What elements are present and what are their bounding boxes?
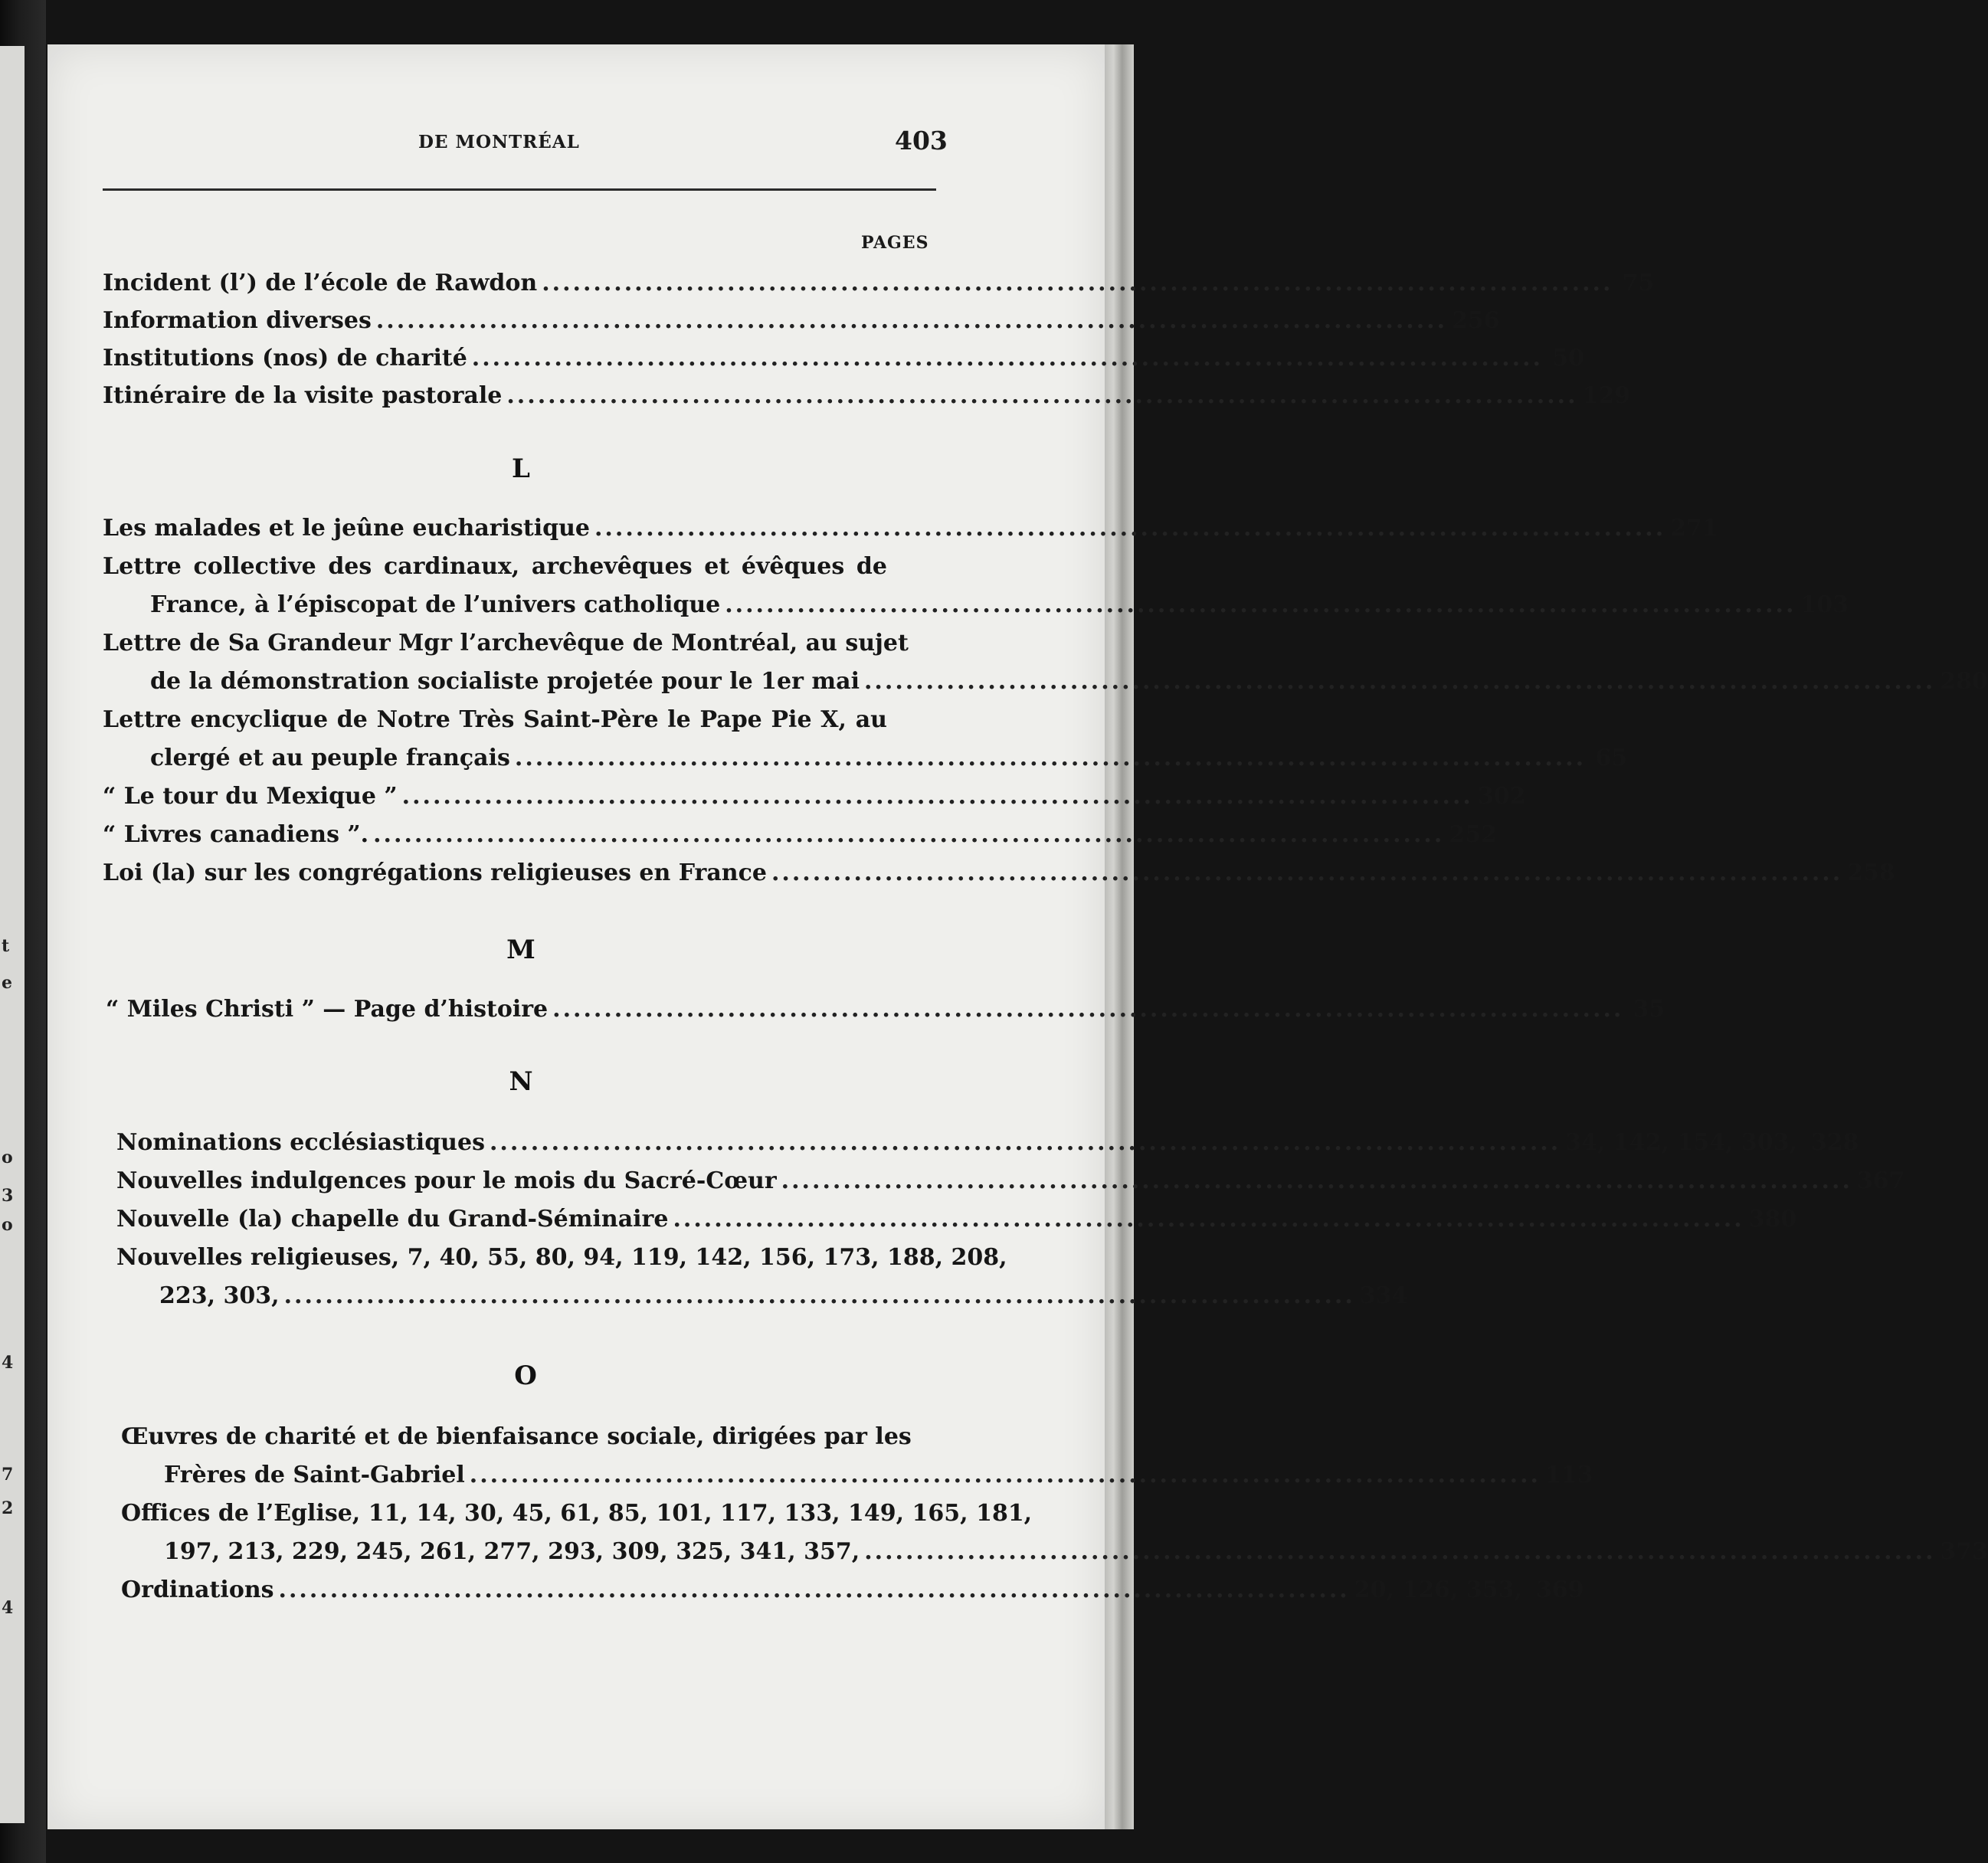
pages-column-label: PAGES: [861, 233, 929, 253]
entry-page: 373: [1940, 1538, 1988, 1565]
entry-title: Loi (la) sur les congrégations religieuses en France: [103, 859, 767, 886]
index-entry-continuation: [150, 668, 1988, 703]
previous-page-edge: [0, 46, 25, 1823]
entry-title: Information diverses: [103, 307, 372, 334]
dot-leader: ........................................................................................................: [469, 1462, 1541, 1488]
dot-leader: ........................................................................................................: [283, 1282, 1355, 1309]
entry-page: 252: [1449, 821, 1497, 848]
dot-leader: ........................................................................................................: [781, 1167, 1852, 1194]
dot-leader: ........................................................................................................: [771, 859, 1843, 886]
dot-leader: ........................................................................................................: [401, 783, 1473, 810]
entry-page: 334: [1359, 1282, 1408, 1309]
dot-leader: ........................................................................................................: [489, 1129, 1561, 1156]
index-entry: [103, 706, 887, 742]
entry-title: Œuvres de charité et de bienfaisance sociale, dirigées par les: [121, 1423, 912, 1450]
index-entry: [103, 859, 1895, 895]
margin-mark: o: [2, 1148, 13, 1167]
dot-leader: ........................................................................................................: [594, 515, 1666, 542]
running-head: DE MONTRÉAL: [418, 132, 580, 152]
dot-leader: ........................................................................................................: [673, 1206, 1744, 1233]
margin-mark: 4: [2, 1598, 14, 1618]
entry-title: clergé et au peuple français: [150, 745, 510, 771]
section-letter-l: L: [512, 453, 530, 484]
entry-page: 258: [1847, 859, 1895, 886]
margin-mark: 3: [2, 1186, 14, 1206]
margin-mark: 2: [2, 1498, 14, 1518]
index-entry: [103, 307, 1500, 342]
margin-mark: 7: [2, 1465, 14, 1485]
entry-page-list: 20, 126, 353,: [1354, 1577, 1522, 1603]
entry-page-list: 34, 142, 154, 303,: [1565, 1129, 1797, 1156]
entry-title: 223, 303,: [159, 1282, 280, 1309]
section-letter-n: N: [509, 1066, 533, 1097]
entry-page: 256: [1452, 307, 1500, 334]
entry-title: Lettre collective des cardinaux, archevêques et évêques de: [103, 553, 887, 580]
entry-title: de la démonstration socialiste projetée pour le 1er mai: [150, 668, 860, 695]
index-entry: [103, 270, 1655, 305]
dot-leader: ........................................................................................................: [506, 382, 1578, 409]
entry-title: Lettre encyclique de Notre Très Saint-Père le Pape Pie X, au: [103, 706, 887, 733]
dot-leader: ........................................................................................................: [375, 307, 1448, 334]
dot-leader: ........................................................................................................: [864, 1538, 1936, 1565]
index-entry: [103, 515, 1718, 550]
entry-page: 369: [1535, 1577, 1584, 1603]
entry-title: Nouvelles indulgences pour le mois du Sacré-Cœur: [116, 1167, 777, 1194]
dot-leader: ........................................................................................................: [278, 1577, 1350, 1603]
index-entry: [116, 1129, 1859, 1164]
entry-title: Itinéraire de la visite pastorale: [103, 382, 503, 409]
section-letter-o: O: [514, 1360, 537, 1391]
entry-page: 75: [1622, 270, 1655, 296]
entry-title: Nouvelle (la) chapelle du Grand-Séminaire: [116, 1206, 669, 1233]
entry-page: 302: [1477, 783, 1526, 810]
entry-title: Nominations ecclésiastiques: [116, 1129, 485, 1156]
index-entry: [103, 553, 887, 588]
index-entry: [103, 821, 1497, 856]
entry-title: Frères de Saint-Gabriel: [164, 1462, 465, 1488]
entry-title: Les malades et le jeûne eucharistique: [103, 515, 590, 542]
entry-page: 129: [1582, 382, 1631, 409]
dot-leader: ........................................................................................................: [373, 821, 1445, 848]
entry-page: 65: [1595, 745, 1628, 771]
section-letter-m: M: [506, 935, 535, 965]
entry-title: “ Miles Christi ” — Page d’histoire: [106, 996, 549, 1023]
entry-title: France, à l’épiscopat de l’univers catholique: [150, 591, 721, 618]
index-entry: [116, 1167, 1905, 1203]
index-entry: [103, 382, 1631, 417]
dot-leader: ........................................................................................................: [514, 745, 1587, 771]
index-entry: [121, 1577, 1584, 1612]
entry-title: 197, 213, 229, 245, 261, 277, 293, 309, 325, 341, 357,: [164, 1538, 860, 1565]
entry-page: 103: [1800, 591, 1849, 618]
entry-title: Offices de l’Eglise, 11, 14, 30, 45, 61, 85, 101, 117, 133, 149, 165, 181,: [121, 1500, 1033, 1527]
dot-leader: ........................................................................................................: [552, 996, 1624, 1023]
dot-leader: ........................................................................................................: [863, 668, 1936, 695]
entry-page: 328: [1810, 1129, 1859, 1156]
entry-title: Lettre de Sa Grandeur Mgr l’archevêque de Montréal, au sujet: [103, 630, 909, 656]
index-entry: [103, 783, 1526, 818]
index-entry-continuation: [150, 745, 1628, 780]
dot-leader: ........................................................................................................: [542, 270, 1613, 296]
entry-page: 367: [1856, 1167, 1905, 1194]
entry-title: Ordinations: [121, 1577, 274, 1603]
index-entry: [116, 1244, 1007, 1279]
index-entry: [103, 630, 909, 665]
index-entry-continuation: [150, 591, 1849, 627]
margin-mark: e: [2, 973, 12, 993]
index-entry: [116, 1206, 1797, 1241]
margin-mark: t: [2, 936, 10, 956]
index-entry: [106, 996, 1665, 1031]
index-entry: [121, 1500, 1033, 1535]
index-entry: [121, 1423, 912, 1459]
entry-page: 280: [1940, 668, 1988, 695]
entry-page: 35: [1633, 996, 1665, 1023]
index-entry: [103, 345, 1584, 380]
margin-mark: 4: [2, 1353, 14, 1373]
entry-page: 50: [1552, 345, 1584, 372]
dot-leader: ........................................................................................................: [725, 591, 1796, 618]
entry-title: “ Livres canadiens ”.: [103, 821, 369, 848]
entry-page: 271: [1670, 515, 1718, 542]
page-number: 403: [895, 126, 948, 156]
index-entry-continuation: [164, 1462, 1593, 1497]
entry-title: Nouvelles religieuses, 7, 40, 55, 80, 94, 119, 142, 156, 173, 188, 208,: [116, 1244, 1007, 1271]
index-entry-continuation: [164, 1538, 1988, 1573]
entry-title: Institutions (nos) de charité: [103, 345, 467, 372]
index-entry-continuation: [159, 1282, 1408, 1318]
entry-title: “ Le tour du Mexique ”: [103, 783, 398, 810]
header-rule: [103, 188, 936, 191]
entry-page: 113: [1544, 1462, 1593, 1488]
margin-mark: o: [2, 1215, 13, 1235]
entry-page: 380: [1748, 1206, 1797, 1233]
dot-leader: ........................................................................................................: [471, 345, 1543, 372]
entry-title: Incident (l’) de l’école de Rawdon: [103, 270, 538, 296]
